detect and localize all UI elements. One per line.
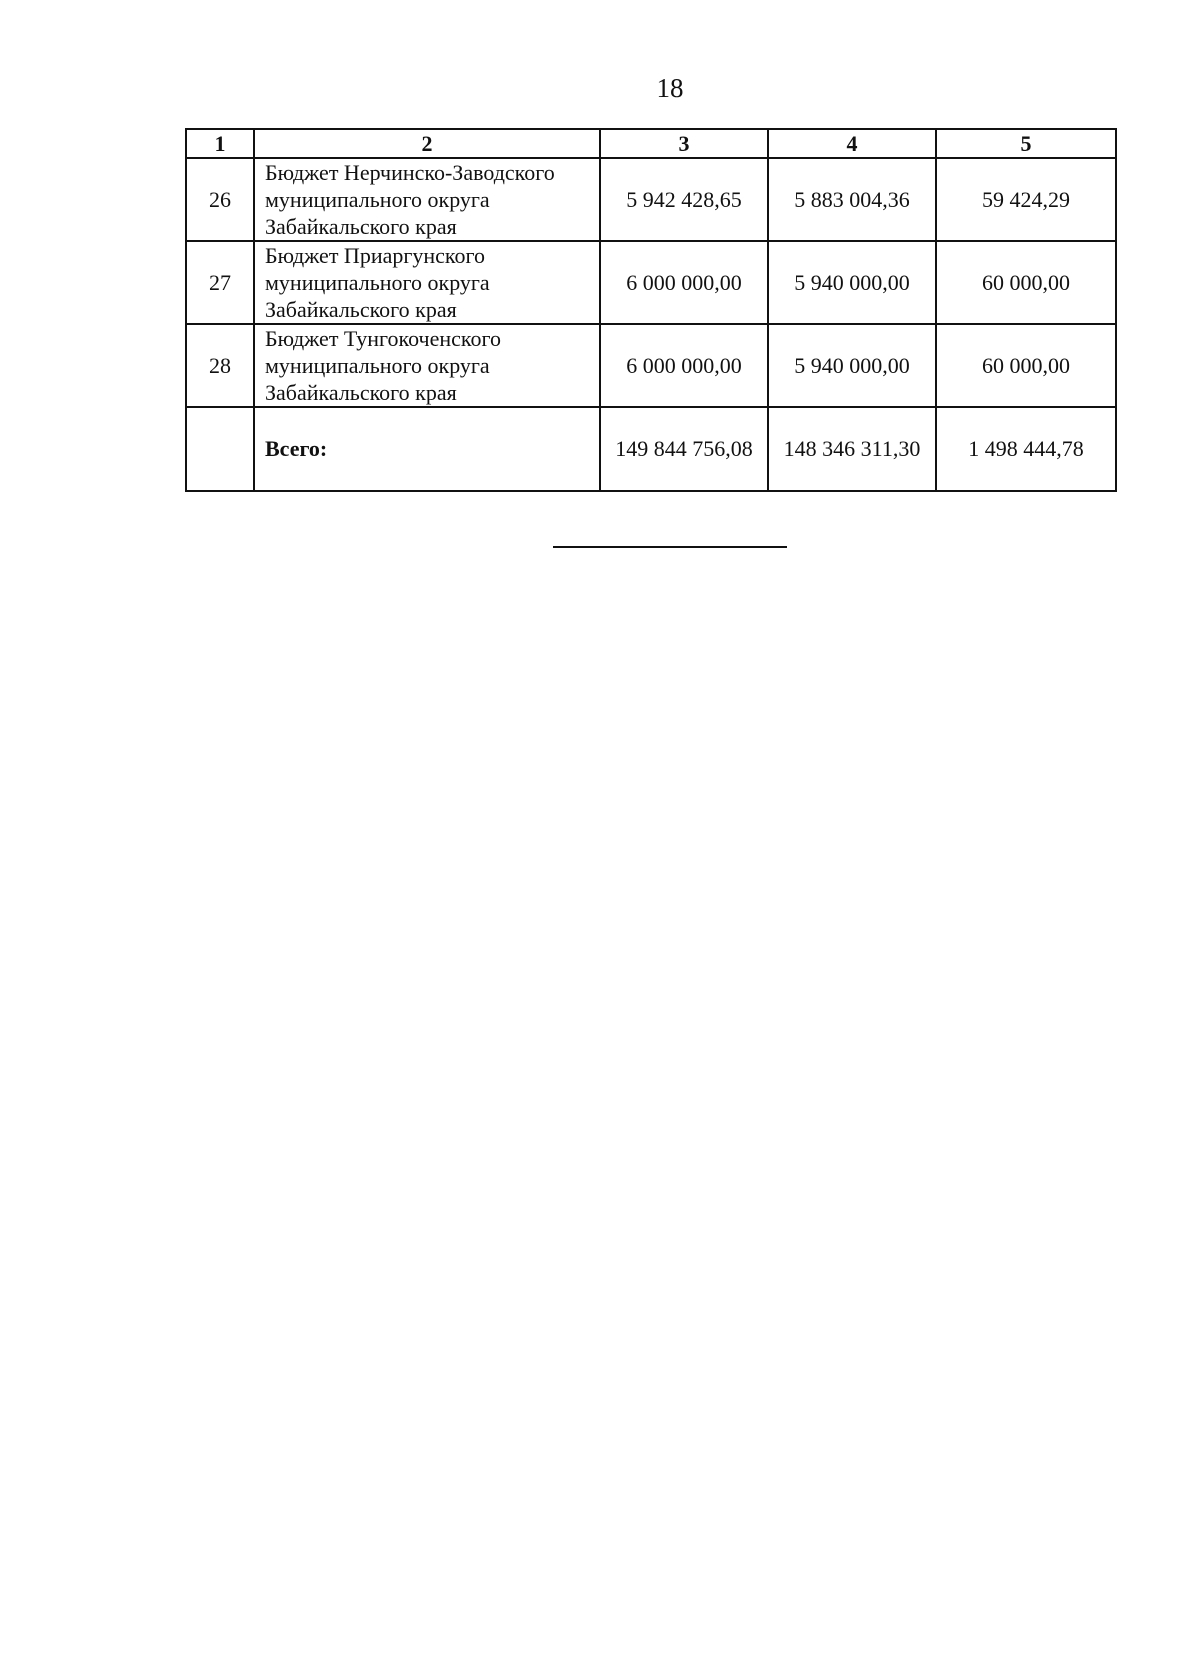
budget-name bbox=[254, 324, 600, 407]
column-header-1: 1 bbox=[186, 129, 254, 158]
table-total-row bbox=[186, 407, 1116, 491]
amount-col4: 5 940 000,00 bbox=[768, 324, 936, 407]
budget-name-line: муниципального округа bbox=[265, 270, 490, 295]
budget-name-line: Забайкальского края bbox=[265, 214, 457, 239]
amount-col3: 6 000 000,00 bbox=[600, 241, 768, 324]
amount-col3: 5 942 428,65 bbox=[600, 158, 768, 241]
column-header-4: 4 bbox=[768, 129, 936, 158]
amount-col5: 60 000,00 bbox=[936, 324, 1116, 407]
budget-name bbox=[254, 158, 600, 241]
total-col5: 1 498 444,78 bbox=[936, 407, 1116, 491]
table-row bbox=[186, 324, 1116, 407]
total-col4: 148 346 311,30 bbox=[768, 407, 936, 491]
budget-name-line: Забайкальского края bbox=[265, 380, 457, 405]
budget-name-line: муниципального округа bbox=[265, 353, 490, 378]
column-header-2: 2 bbox=[254, 129, 600, 158]
budget-name-line: Бюджет Тунгокоченского bbox=[265, 326, 501, 351]
amount-col4: 5 940 000,00 bbox=[768, 241, 936, 324]
budget-name-line: Бюджет Приаргунского bbox=[265, 243, 485, 268]
table-header-row bbox=[186, 129, 1116, 158]
amount-col5: 60 000,00 bbox=[936, 241, 1116, 324]
table-row bbox=[186, 241, 1116, 324]
page-number: 18 bbox=[656, 73, 684, 103]
row-number: 26 bbox=[186, 158, 254, 241]
closing-rule bbox=[553, 546, 787, 548]
budget-table bbox=[185, 128, 1117, 492]
budget-name bbox=[254, 241, 600, 324]
row-number: 27 bbox=[186, 241, 254, 324]
budget-name-line: муниципального округа bbox=[265, 187, 490, 212]
column-header-5: 5 bbox=[936, 129, 1116, 158]
total-col3: 149 844 756,08 bbox=[600, 407, 768, 491]
budget-name-line: Бюджет Нерчинско-Заводского bbox=[265, 160, 555, 185]
amount-col3: 6 000 000,00 bbox=[600, 324, 768, 407]
table-row bbox=[186, 158, 1116, 241]
row-number: 28 bbox=[186, 324, 254, 407]
total-label: Всего: bbox=[254, 407, 600, 491]
amount-col4: 5 883 004,36 bbox=[768, 158, 936, 241]
row-number-empty bbox=[186, 407, 254, 491]
amount-col5: 59 424,29 bbox=[936, 158, 1116, 241]
budget-name-line: Забайкальского края bbox=[265, 297, 457, 322]
column-header-3: 3 bbox=[600, 129, 768, 158]
